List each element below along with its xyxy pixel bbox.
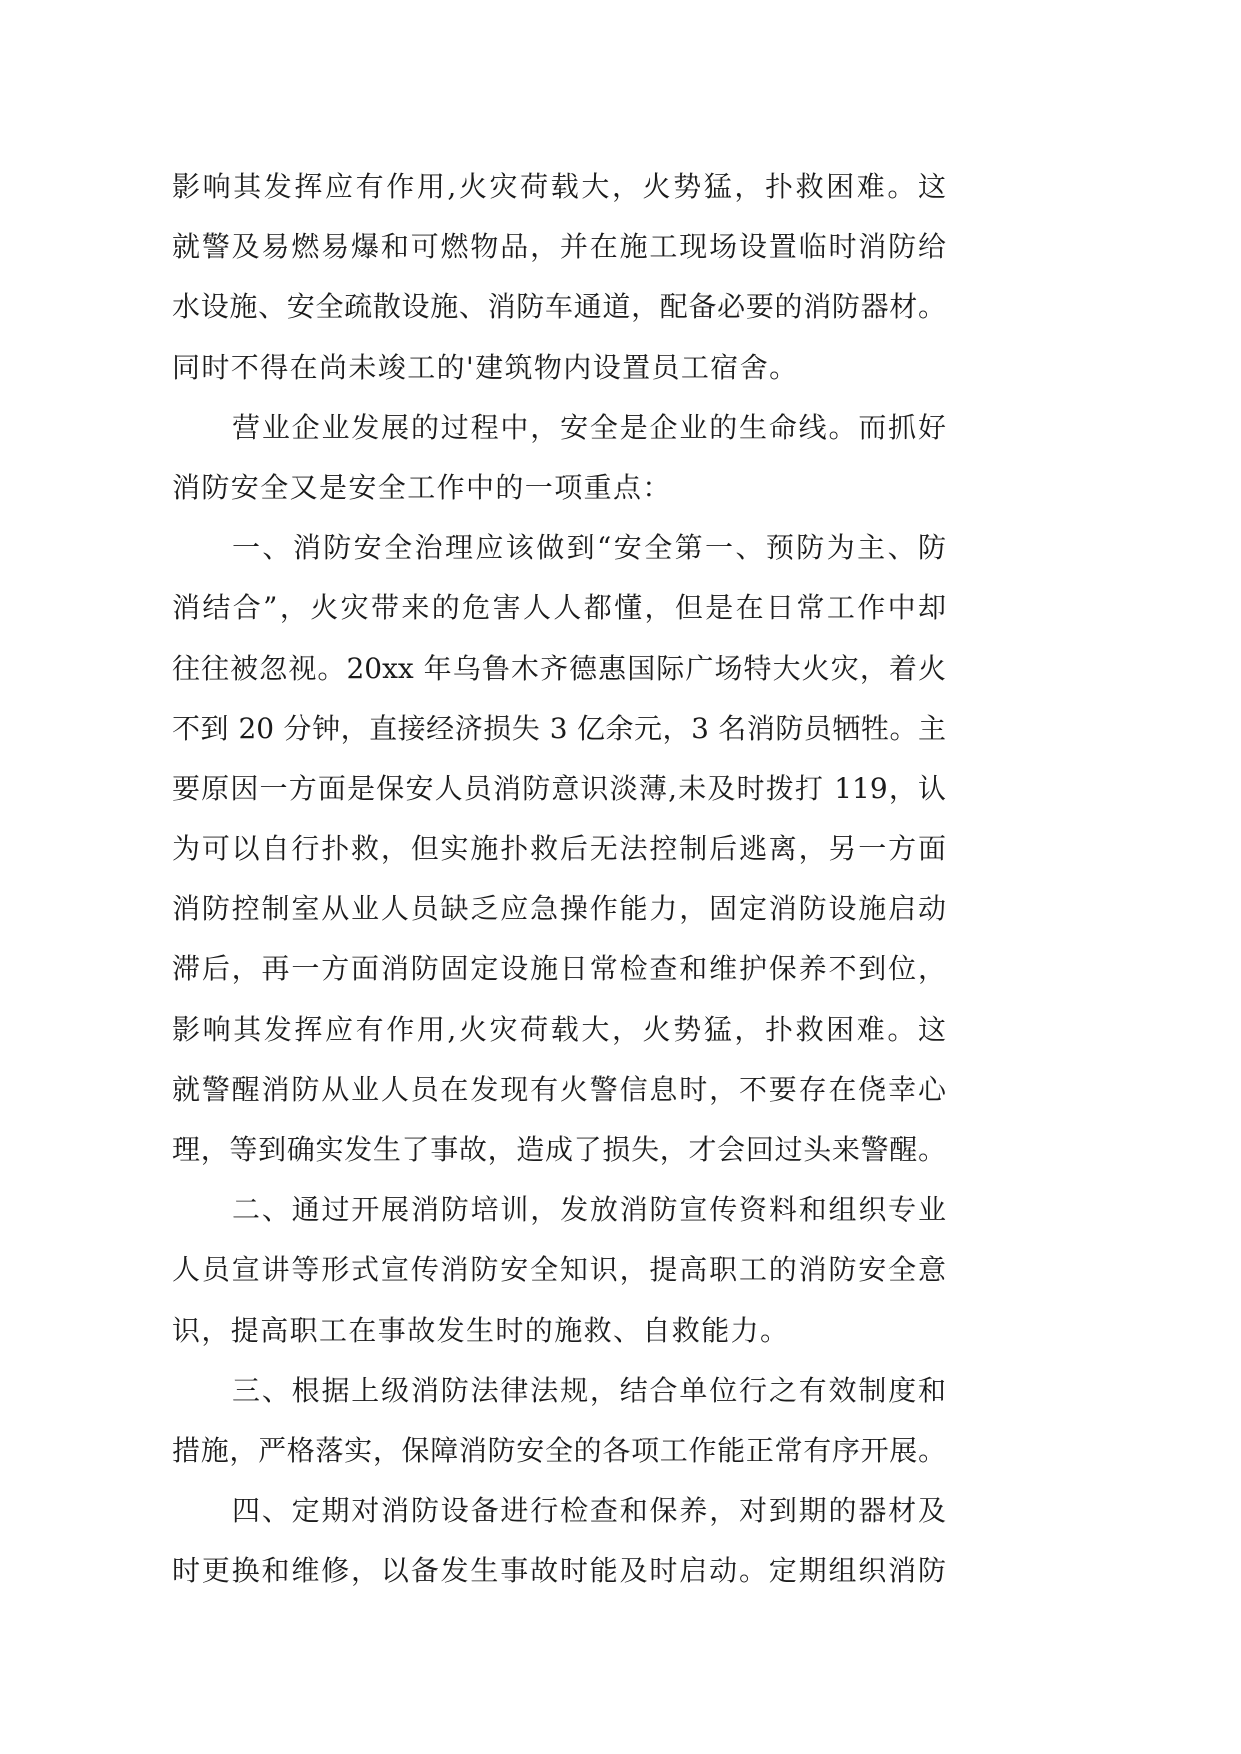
- text-line: 一、消防安全治理应该做到“安全第一、预防为主、防: [232, 531, 946, 565]
- paragraph: [172, 1481, 946, 1601]
- text-line: 为可以自行扑救，但实施扑救后无法控制后逃离，另一方面: [172, 832, 946, 866]
- text-line: 理，等到确实发生了事故，造成了损失，才会回过头来警醒。: [172, 1133, 946, 1166]
- text-line: 就警及易燃易爆和可燃物品，并在施工现场设置临时消防给: [172, 230, 946, 264]
- paragraph: [172, 1180, 946, 1361]
- text-line: 不到 20 分钟，直接经济损失 3 亿余元，3 名消防员牺牲。主: [172, 711, 946, 745]
- text-line: 时更换和维修，以备发生事故时能及时启动。定期组织消防: [172, 1554, 946, 1588]
- text-line: 二、通过开展消防培训，发放消防宣传资料和组织专业: [232, 1193, 946, 1227]
- text-line: 同时不得在尚未竣工的'建筑物内设置员工宿舍。: [172, 350, 799, 384]
- text-line: 水设施、安全疏散设施、消防车通道，配备必要的消防器材。: [172, 290, 946, 324]
- text-line: 四、定期对消防设备进行检查和保养，对到期的器材及: [232, 1494, 946, 1528]
- body-text: [172, 157, 946, 1602]
- text-line: 往往被忽视。20xx 年乌鲁木齐德惠国际广场特大火灾，着火: [172, 651, 946, 685]
- text-line: 就警醒消防从业人员在发现有火警信息时，不要存在侥幸心: [172, 1072, 946, 1106]
- paragraph: [172, 1361, 946, 1481]
- text-line: 消结合”，火灾带来的危害人人都懂，但是在日常工作中却: [172, 591, 946, 625]
- text-line: 消防安全又是安全工作中的一项重点：: [172, 470, 672, 504]
- paragraph: [172, 398, 946, 518]
- text-line: 影响其发挥应有作用,火灾荷载大，火势猛，扑救困难。这: [172, 1012, 946, 1046]
- paragraph: [172, 157, 946, 398]
- text-line: 人员宣讲等形式宣传消防安全知识，提高职工的消防安全意: [172, 1253, 946, 1287]
- text-line: 滞后，再一方面消防固定设施日常检查和维护保养不到位，: [172, 952, 946, 986]
- text-line: 三、根据上级消防法律法规，结合单位行之有效制度和: [232, 1373, 946, 1407]
- text-line: 消防控制室从业人员缺乏应急操作能力，固定消防设施启动: [172, 892, 946, 926]
- text-line: 识，提高职工在事故发生时的施救、自救能力。: [172, 1313, 790, 1347]
- text-line: 影响其发挥应有作用,火灾荷载大，火势猛，扑救困难。这: [172, 170, 946, 203]
- text-line: 营业企业发展的过程中，安全是企业的生命线。而抓好: [232, 410, 946, 444]
- paragraph: [172, 518, 946, 1180]
- text-line: 措施，严格落实，保障消防安全的各项工作能正常有序开展。: [172, 1433, 946, 1467]
- text-line: 要原因一方面是保安人员消防意识淡薄,未及时拨打 119，认: [172, 771, 946, 805]
